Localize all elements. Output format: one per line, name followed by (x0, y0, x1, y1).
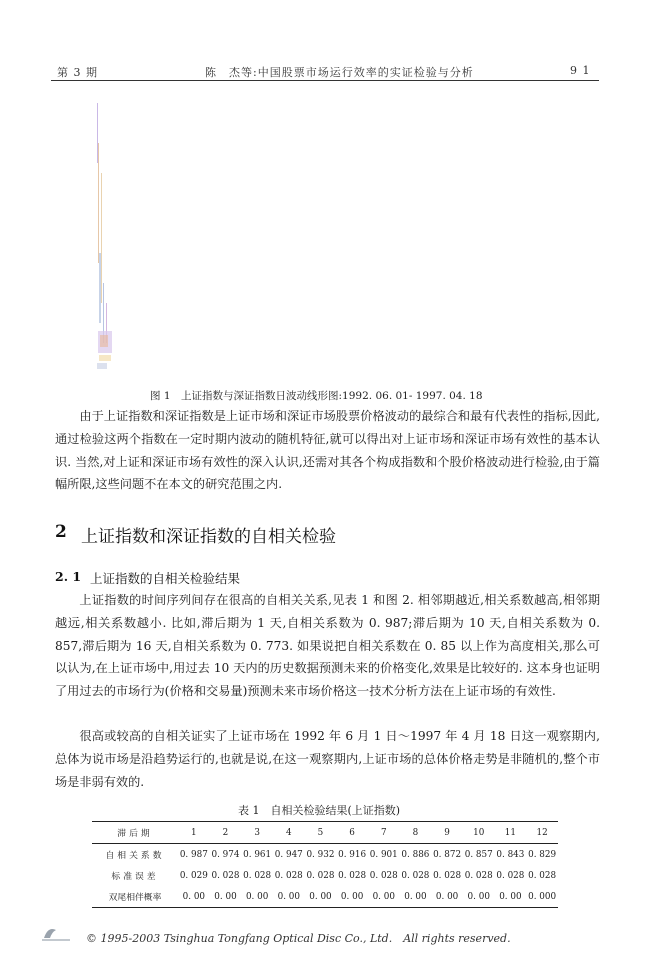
table-cell: 0. 028 (528, 870, 557, 881)
publisher-logo (38, 922, 74, 944)
table-header-cell: 8 (412, 827, 419, 838)
table-cell: 0. 916 (338, 849, 367, 860)
table-header-cell: 7 (380, 827, 387, 838)
table-cell: 0. 829 (528, 849, 557, 860)
paragraph-conclusion-text: 很高或较高的自相关证实了上证市场在 1992 年 6 月 1 日～1997 年 4 月 18 日这一观察期内,总体为说市场是沿趋势运行的,也就是说,在这一观察期内,上证市场的总体价格走势是非随机的,整个市场是非弱有效的. (55, 729, 600, 789)
table-cell: 0. 974 (211, 849, 240, 860)
table-cell: 0. 00 (340, 891, 364, 902)
table-header-cell: 4 (285, 827, 292, 838)
table-cell: 0. 028 (338, 870, 367, 881)
table-cell: 0. 00 (467, 891, 490, 902)
paragraph-conclusion (55, 725, 600, 793)
figure-1-caption: 图 1 上证指数与深证指数日波动线形图:1992. 06. 01- 1997. 04. 18 (150, 390, 483, 402)
section-2-title: 上证指数和深证指数的自相关检验 (81, 527, 336, 547)
table-cell: 0. 00 (182, 891, 206, 902)
paragraph-intro-text: 由于上证指数和深证指数是上证市场和深证市场股票价格波动的最综合和最有代表性的指标,因此,通过检验这两个指数在一定时期内波动的随机特征,就可以得出对上证市场和深证市场有效性的基本认识. 当然,对上证和深证市场有效性的深入认识,还需对其各个构成指数和个股价格波动进行检验,由于篇幅所限,这些问题不在本文的研究范围之内. (55, 409, 600, 492)
section-2-1-title: 上证指数的自相关检验结果 (90, 571, 241, 586)
table-header-cell: 12 (536, 827, 548, 838)
table-cell: 0. 029 (179, 870, 208, 881)
table-header-cell: 9 (444, 827, 450, 838)
table-cell: 0. 028 (306, 870, 335, 881)
table-cell: 0. 00 (214, 891, 237, 902)
table-row-label: 标准误差 (111, 872, 159, 882)
paragraph-shanghai-results (55, 589, 600, 703)
paragraph-intro (55, 405, 600, 496)
header-issue: 第 3 期 (57, 66, 98, 79)
table-row (92, 886, 558, 908)
table-cell: 0. 00 (372, 891, 395, 902)
table-cell: 0. 901 (369, 849, 398, 860)
section-2-1-number: 2. 1 (55, 569, 82, 584)
table-cell: 0. 857 (464, 849, 493, 860)
table-header-cell: 10 (473, 827, 485, 838)
table-1 (92, 821, 558, 908)
table-cell: 0. 00 (309, 891, 332, 902)
table-cell: 0. 00 (277, 891, 300, 902)
table-cell: 0. 932 (306, 849, 335, 860)
table-cell: 0. 886 (401, 849, 430, 860)
table-header-cell: 1 (191, 827, 197, 838)
table-cell: 0. 00 (435, 891, 459, 902)
table-cell: 0. 028 (243, 870, 272, 881)
table-cell: 0. 947 (274, 849, 303, 860)
table-header-cell: 11 (504, 827, 516, 838)
table-header-cell: 5 (317, 827, 324, 838)
table-cell: 0. 028 (464, 870, 493, 881)
table-cell: 0. 00 (404, 891, 427, 902)
table-header-cell: 3 (254, 827, 260, 838)
table-cell: 0. 028 (369, 870, 398, 881)
table-header-cell: 2 (222, 827, 229, 838)
section-2-number: 2 (55, 522, 67, 542)
table-cell: 0. 00 (245, 891, 269, 902)
table-cell: 0. 028 (211, 870, 240, 881)
table-cell: 0. 00 (499, 891, 522, 902)
table-cell: 0. 961 (243, 849, 272, 860)
table-cell: 0. 028 (433, 870, 462, 881)
header-article-title: 陈 杰等:中国股票市场运行效率的实证检验与分析 (205, 66, 474, 79)
table-cell: 0. 872 (433, 849, 462, 860)
table-cell: 0. 843 (496, 849, 525, 860)
figure-1-image (95, 103, 117, 371)
table-cell: 0. 028 (496, 870, 525, 881)
table-cell: 0. 028 (401, 870, 430, 881)
table-cell: 0. 000 (528, 891, 557, 902)
header-rule (51, 80, 599, 81)
table-row (92, 865, 558, 886)
table-cell: 0. 987 (179, 849, 208, 860)
table-row (92, 844, 558, 866)
header-page-number: 9 1 (570, 64, 591, 77)
table-header-label: 滞后期 (117, 829, 153, 839)
paragraph-shanghai-results-text: 上证指数的时间序列间存在很高的自相关关系,见表 1 和图 2. 相邻期越近,相关系数越高,相邻期越远,相关系数越小. 比如,滞后期为 1 天,自相关系数为 0. 987;滞后期为 10 天,自相关系数为 0. 857,滞后期为 16 天,自相关系数为 0. 773. 如果说把自相关系数在 0. 85 以上作为高度相关,那么可以认为,在上证市场中,用过去 10 天内的历史数据预测未来的价格变化,效果是比较好的. 这本身也证明了用过去的市场行为(价格和交易量)预测未来市场价格这一技术分析方法在上证市场的有效性. (55, 593, 600, 699)
table-header-cell: 6 (349, 827, 355, 838)
table-1-caption: 表 1 自相关检验结果(上证指数) (238, 804, 401, 817)
table-row-label: 自相关系数 (105, 851, 165, 861)
footer-copyright: © 1995-2003 Tsinghua Tongfang Optical Disc Co., Ltd. All rights reserved. (86, 932, 511, 945)
table-cell: 0. 028 (274, 870, 303, 881)
table-row-label: 双尾相伴概率 (108, 893, 162, 903)
table-header-row (92, 822, 558, 844)
